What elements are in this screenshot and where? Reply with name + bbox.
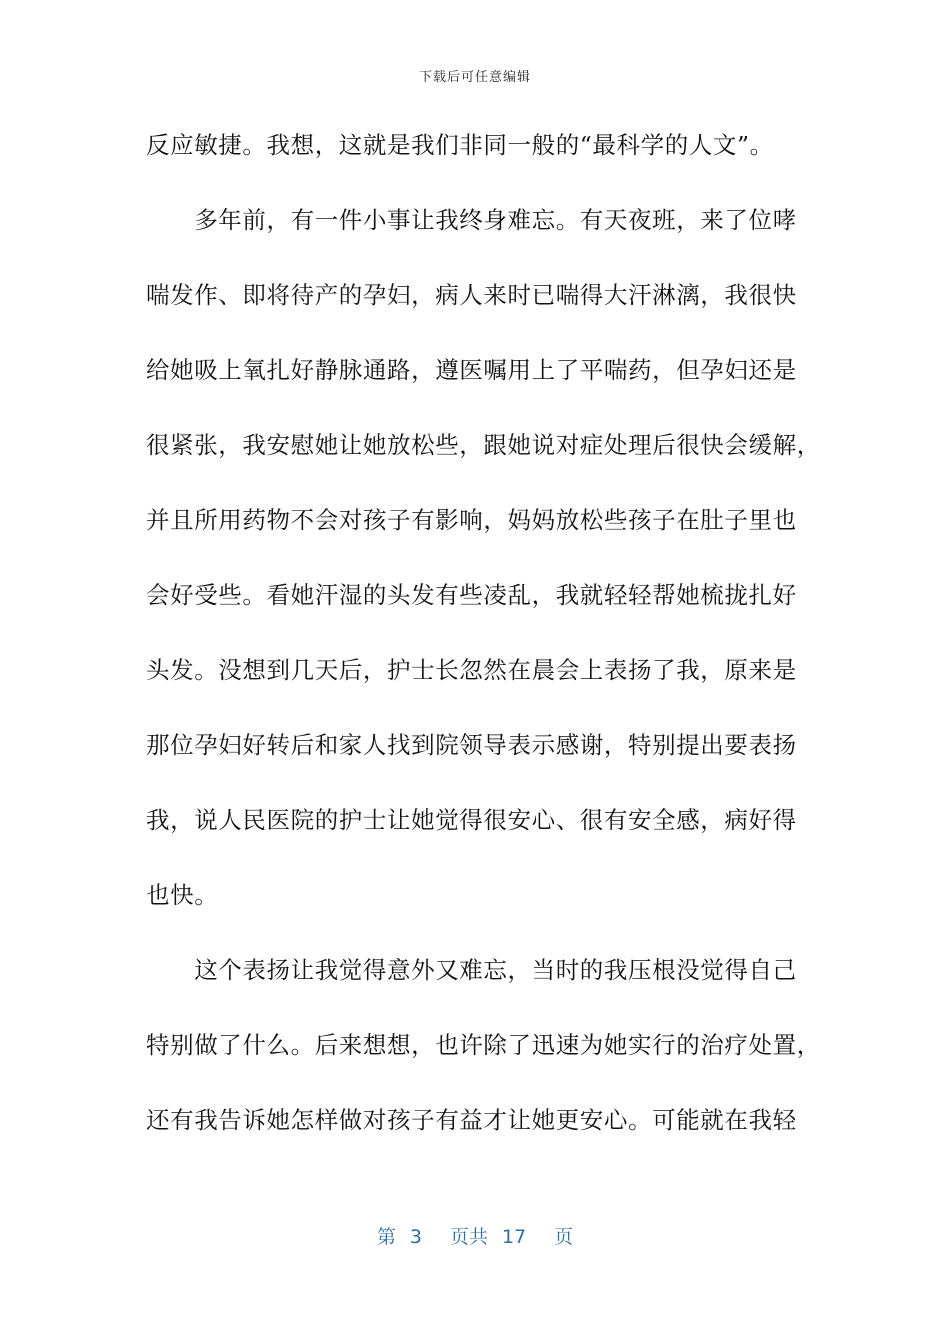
- footer-suffix: 页: [554, 1226, 574, 1248]
- text-line: 反应敏捷。我想，这就是我们非同一般的“最科学的人文”。: [146, 131, 774, 159]
- text-line: 并且所用药物不会对孩子有影响，妈妈放松些孩子在肚子里也: [146, 506, 797, 534]
- text-line: 我，说人民医院的护士让她觉得很安心、很有安全感，病好得: [146, 806, 797, 834]
- header-note: 下载后可任意编辑: [418, 70, 531, 85]
- text-line: 特别做了什么。后来想想，也许除了迅速为她实行的治疗处置，: [146, 1031, 821, 1059]
- text-line: 还有我告诉她怎样做对孩子有益才让她更安心。可能就在我轻: [146, 1106, 797, 1134]
- page-footer: [0, 1222, 950, 1249]
- footer-total-pages: 17: [501, 1226, 527, 1248]
- text-line: 那位孕妇好转后和家人找到院领导表示感谢，特别提出要表扬: [146, 731, 797, 759]
- text-line: 也快。: [146, 881, 219, 909]
- text-line: 多年前，有一件小事让我终身难忘。有天夜班，来了位哮: [146, 206, 797, 234]
- text-line: 头发。没想到几天后，护士长忽然在晨会上表扬了我，原来是: [146, 656, 797, 684]
- footer-prefix: 第: [376, 1226, 396, 1248]
- document-body: [146, 108, 821, 1158]
- text-line: 会好受些。看她汗湿的头发有些凌乱，我就轻轻帮她梳拢扎好: [146, 581, 797, 609]
- text-line: 这个表扬让我觉得意外又难忘，当时的我压根没觉得自己: [146, 956, 797, 984]
- text-line: 很紧张，我安慰她让她放松些，跟她说对症处理后很快会缓解，: [146, 431, 821, 459]
- footer-page-number: 3: [409, 1226, 422, 1248]
- text-line: 喘发作、即将待产的孕妇，病人来时已喘得大汗淋漓，我很快: [146, 281, 797, 309]
- footer-middle: 页共: [449, 1226, 488, 1248]
- text-line: 给她吸上氧扎好静脉通路，遵医嘱用上了平喘药，但孕妇还是: [146, 356, 797, 384]
